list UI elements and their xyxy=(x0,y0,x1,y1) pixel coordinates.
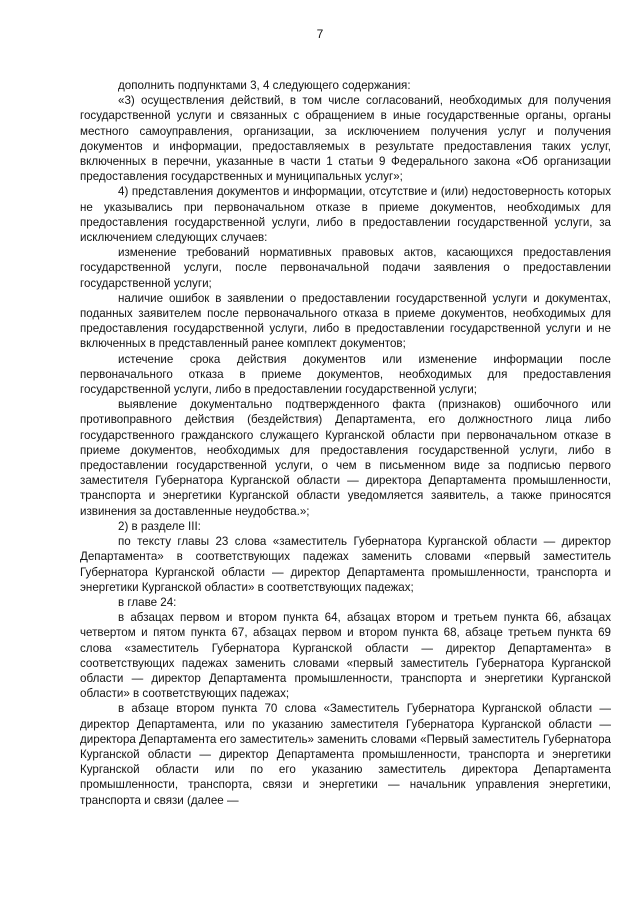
paragraph-item-3: «3) осуществления действий, в том числе согласований, необходимых для получения государственной услуги и связанных с обращением в иные государственные органы, органы местного самоуправления, организации, за исключением получения услуг и получения документов и информации, предоставляемых в результате предоставления таких услуг, включенных в перечни, указанные в части 1 статьи 9 Федерального закона «Об организации предоставления государственных и муниципальных услуг»; xyxy=(80,94,611,184)
paragraph-item-4: 4) представления документов и информации, отсутствие и (или) недостоверность которых не указывались при первоначальном отказе в приеме документов, необходимых для предоставления государственной услуги, либо в предоставлении государственной услуги, за исключением следующих случаев: xyxy=(80,185,611,245)
paragraph-item-70: в абзаце втором пункта 70 слова «Заместитель Губернатора Курганской области — директор Департамента, или по указанию заместителя Губернатора Курганской области — директора Департамента его заместитель» заменить словами «Первый заместитель Губернатора Курганской области — директор Департамента промышленности, транспорта и энергетики Курганской области или по его указанию заместитель директора Департамента промышленности, транспорта, связи и энергетики — начальник управления энергетики, транспорта и связи (далее — xyxy=(80,702,611,807)
paragraph-intro: дополнить подпунктами 3, 4 следующего содержания: xyxy=(118,79,411,92)
paragraph-chapter-24: в главе 24: xyxy=(118,595,177,609)
page-number: 7 xyxy=(316,27,324,41)
paragraph-chapter-24-items: в абзацах первом и втором пункта 64, абзацах втором и третьем пункта 66, абзацах четвертом и пятом пункта 67, абзацах первом и втором пункта 68, абзаце третьем пункта 69 слова «заместитель Губернатора Курганской области — директор Департамента» в соответствующих падежах заменить словами «первый заместитель Губернатора Курганской области — директор Департамента промышленности, транспорта и энергетики Курганской области» в соответствующих падежах; xyxy=(80,611,611,701)
paragraph-section-3: 2) в разделе III: xyxy=(118,519,201,533)
document-body xyxy=(80,78,611,808)
paragraph-case-errors: наличие ошибок в заявлении о предоставлении государственной услуги и документах, поданных заявителем после первоначального отказа в приеме документов, необходимых для предоставления государственной услуги, либо в предоставлении государственной услуги и не включенных в представленный ранее комплект документов; xyxy=(80,291,611,351)
paragraph-case-requirements-change: изменение требований нормативных правовых актов, касающихся предоставления государственной услуги, после первоначальной подачи заявления о предоставлении государственной услуги; xyxy=(80,246,611,290)
paragraph-case-violation: выявление документально подтвержденного факта (признаков) ошибочного или противоправного действия (бездействия) Департамента, его должностного лица либо государственного гражданского служащего Курганской области при первоначальном отказе в приеме документов, необходимых для предоставления государственной услуги, либо в предоставлении государственной услуги, о чем в письменном виде за подписью первого заместителя Губернатора Курганской области — директора Департамента промышленности, транспорта и энергетики Курганской области уведомляется заявитель, а также приносятся извинения за доставленные неудобства.»; xyxy=(80,398,611,518)
paragraph-case-expiry: истечение срока действия документов или изменение информации после первоначального отказа в приеме документов, необходимых для предоставления государственной услуги, либо в предоставлении государственной услуги; xyxy=(80,352,611,397)
paragraph-chapter-23: по тексту главы 23 слова «заместитель Губернатора Курганской области — директор Департамента» в соответствующих падежах заменить словами «первый заместитель Губернатора Курганской области — директор Департамента промышленности, транспорта и энергетики Курганской области» в соответствующих падежах; xyxy=(80,535,611,594)
